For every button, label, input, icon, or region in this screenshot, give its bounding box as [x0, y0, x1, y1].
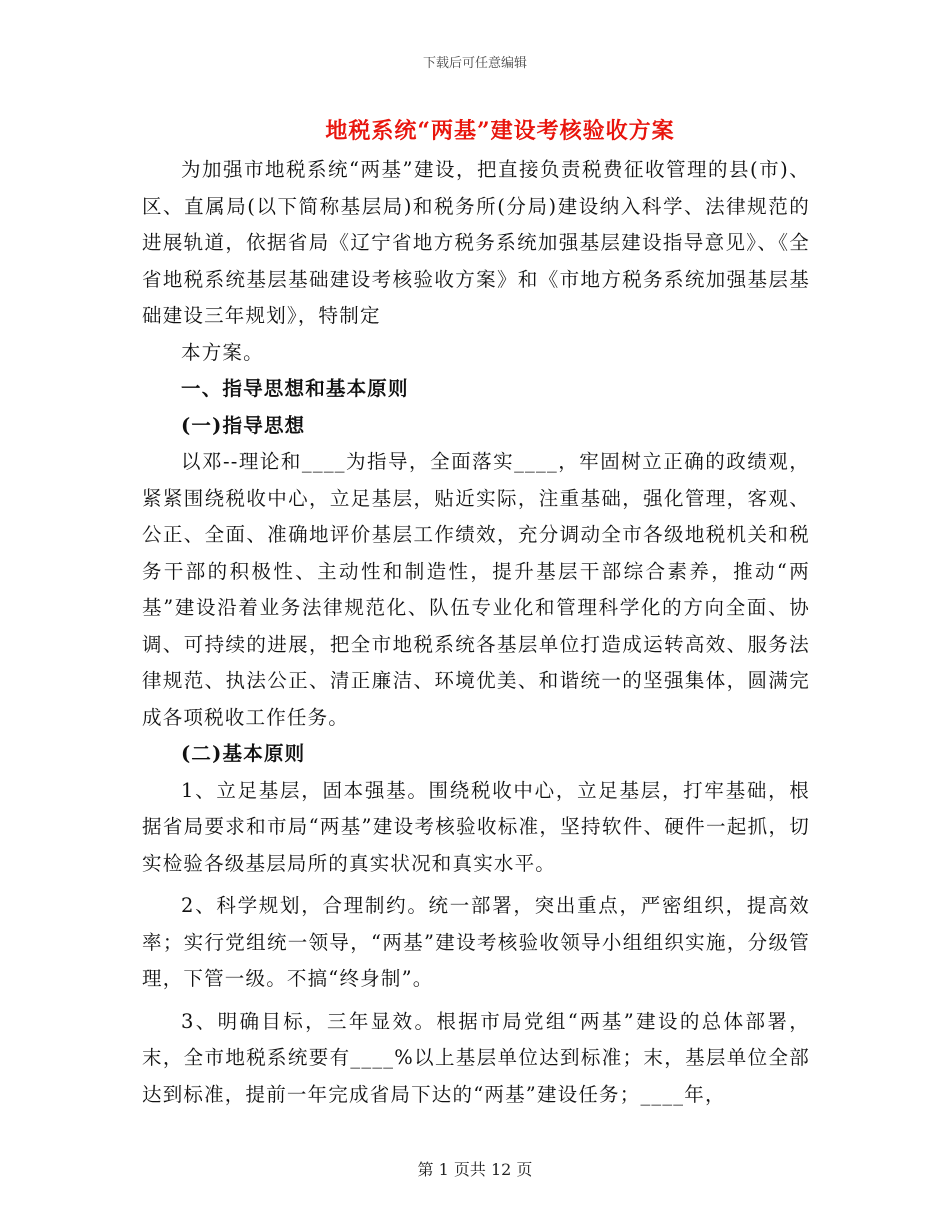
document-body: [142, 152, 810, 1113]
principle-2-paragraph: 2、科学规划，合理制约。统一部署，突出重点，严密组织，提高效率；实行党组统一领导，“两基”建设考核验收领导小组组织实施，分级管理，下管一级。不搞“终身制”。: [142, 894, 810, 990]
intro-paragraph: 为加强市地税系统“两基”建设，把直接负责税费征收管理的县(市)、区、直属局(以下简称基层局)和税务所(分局)建设纳入科学、法律规范的进展轨道，依据省局《辽宁省地方税务系统加强基层建设指导意见》、《全省地税系统基层基础建设考核验收方案》和《市地方税务系统加强基层基础建设三年规划》，特制定: [142, 158, 810, 327]
subsection-2-heading: (二)基本原则: [181, 742, 306, 765]
intro-end-paragraph: 本方案。: [181, 340, 264, 364]
download-note: 下载后可任意编辑: [422, 56, 527, 71]
page-number: 第 1 页共 12 页: [417, 1160, 533, 1179]
subsection-1-heading: (一)指导思想: [181, 413, 306, 437]
principle-1-paragraph: 1、立足基层，固本强基。围绕税收中心，立足基层，打牢基础，根据省局要求和市局“两基”建设考核验收标准，坚持软件、硬件一起抓，切实检验各级基层局所的真实状况和真实水平。: [142, 778, 810, 875]
document-title: 地税系统“两基”建设考核验收方案: [325, 118, 675, 144]
principle-3-paragraph: 3、明确目标，三年显效。根据市局党组“两基”建设的总体部署，末，全市地税系统要有____%以上基层单位达到标准；末，基层单位全部达到标准，提前一年完成省局下达的“两基”建设任务；____年，: [142, 1009, 810, 1106]
guiding-ideology-paragraph: 以邓--理论和____为指导，全面落实____，牢固树立正确的政绩观，紧紧围绕税收中心，立足基层，贴近实际，注重基础，强化管理，客观、公正、全面、准确地评价基层工作绩效，充分调动全市各级地税机关和税务干部的积极性、主动性和制造性，提升基层干部综合素养，推动“两基”建设沿着业务法律规范化、队伍专业化和管理科学化的方向全面、协调、可持续的进展，把全市地税系统各基层单位打造成运转高效、服务法律规范、执法公正、清正廉洁、环境优美、和谐统一的坚强集体，圆满完成各项税收工作任务。: [142, 450, 810, 729]
section-1-heading: 一、指导思想和基本原则: [181, 377, 409, 400]
